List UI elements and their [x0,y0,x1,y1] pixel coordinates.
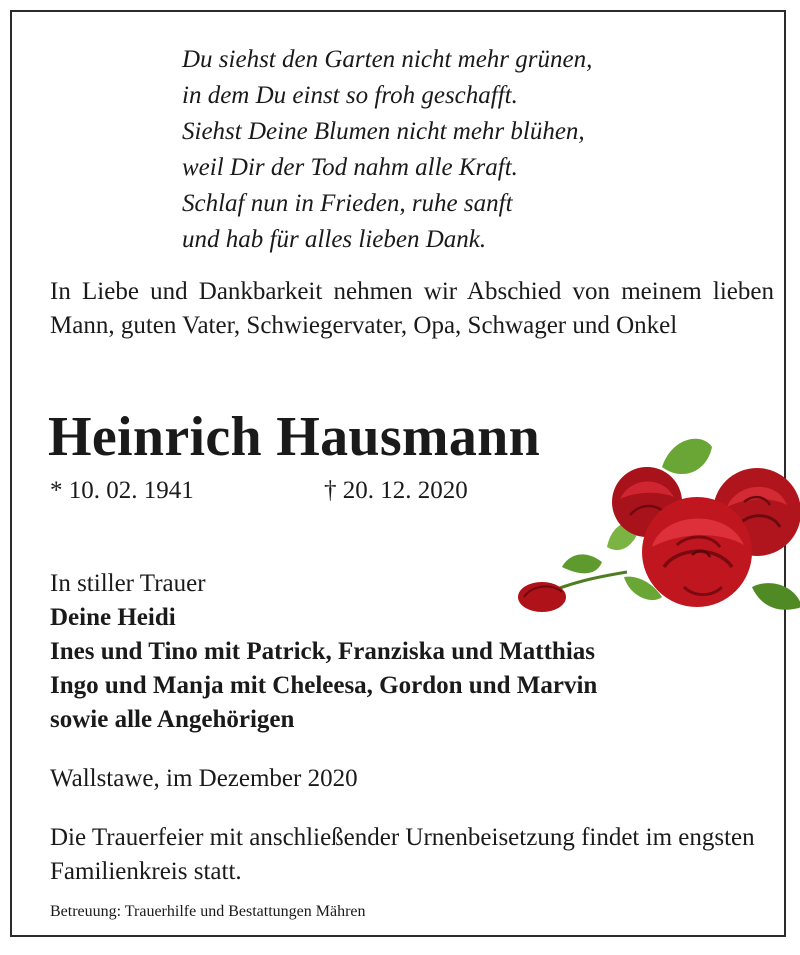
poem [182,42,592,258]
mourner-line: sowie alle Angehörigen [50,706,295,733]
funeral-service-credit: Betreuung: Trauerhilfe und Bestattungen Mähren [50,903,366,920]
birth-date: * 10. 02. 1941 [50,477,194,504]
poem-line: weil Dir der Tod nahm alle Kraft. [182,154,518,181]
mourning-heading: In stiller Trauer [50,570,206,597]
death-date: † 20. 12. 2020 [324,477,468,504]
funeral-info: Die Trauerfeier mit anschließender Urnenbeisetzung findet im engsten Familienkreis statt. [50,824,755,885]
mourner-line: Deine Heidi [50,604,176,631]
intro-text: In Liebe und Dankbarkeit nehmen wir Abschied von meinem lieben Mann, guten Vater, Schwiegervater, Opa, Schwager und Onkel [50,278,774,339]
deceased-name: Heinrich Hausmann [48,406,541,468]
mourner-line: Ines und Tino mit Patrick, Franziska und Matthias [50,638,596,665]
mourner-line: Ingo und Manja mit Cheleesa, Gordon und Marvin [50,672,598,699]
place-date: Wallstawe, im Dezember 2020 [50,765,358,792]
poem-line: Schlaf nun in Frieden, ruhe sanft [182,190,513,217]
obituary-notice [10,10,786,937]
mourners-block [50,567,597,737]
poem-line: in dem Du einst so froh geschafft. [182,82,518,109]
poem-line: und hab für alles lieben Dank. [182,226,487,253]
poem-line: Du siehst den Garten nicht mehr grünen, [182,46,593,73]
poem-line: Siehst Deine Blumen nicht mehr blühen, [182,118,585,145]
